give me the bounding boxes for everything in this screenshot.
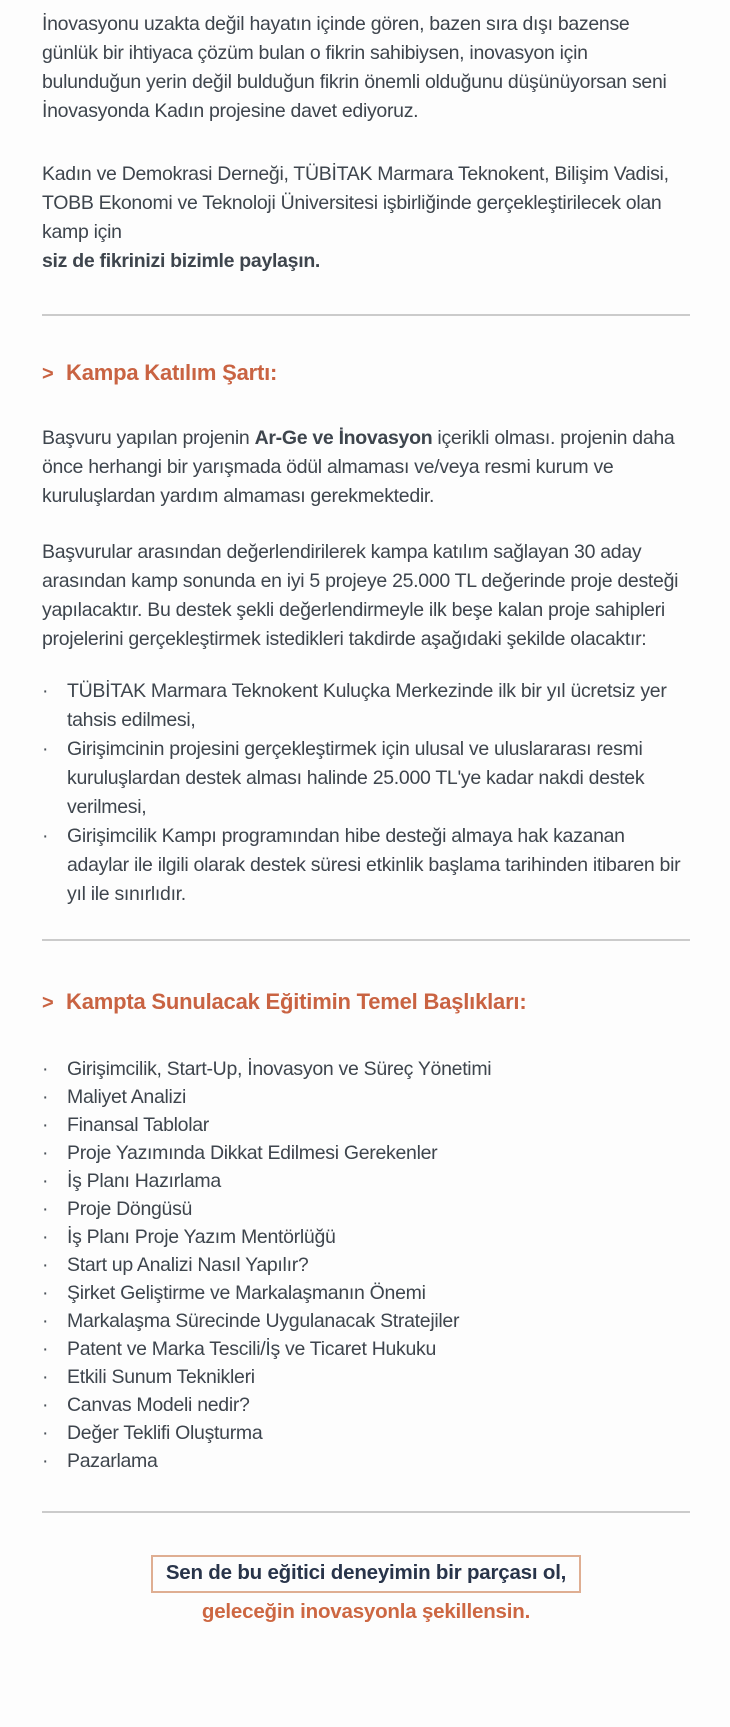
intro-paragraph: İnovasyonu uzakta değil hayatın içinde gören, bazen sıra dışı bazense günlük bir ihtiyaca çözüm bulan o fikrin sahibiysen, inovasyon için bulunduğun yerin değil bulduğun fikrin önemli olduğunu düşünüyorsan seni İnovasyonda Kadın projesine davet ediyoruz. [42, 13, 667, 122]
divider [42, 314, 690, 316]
bullet-icon: · [42, 738, 49, 760]
divider [42, 1511, 690, 1513]
bullet-icon: · [42, 1114, 49, 1136]
cta-tagline: geleceğin inovasyonla şekillensin. [201, 1600, 531, 1623]
list-item-label: Proje Döngüsü [67, 1198, 193, 1220]
list-item [42, 1055, 690, 1083]
cta-box: Sen de bu eğitici deneyimin bir parçası ol, [151, 1555, 581, 1593]
bullet-icon: · [42, 1450, 49, 1472]
requirement-prefix: Başvuru yapılan projenin [42, 427, 255, 449]
bullet-icon: · [42, 825, 49, 847]
list-item-label: Markalaşma Sürecinde Uygulanacak Stratejiler [67, 1310, 460, 1332]
bullet-icon: · [42, 1422, 49, 1444]
support-list [42, 677, 690, 909]
bullet-icon: · [42, 1170, 49, 1192]
list-item [42, 1223, 690, 1251]
list-item-label: Pazarlama [67, 1450, 158, 1472]
list-item [42, 1251, 690, 1279]
participation-requirement-paragraph [42, 424, 690, 511]
chevron-right-icon: > [42, 992, 54, 1014]
bullet-icon: · [42, 1366, 49, 1388]
list-item-label: Girişimcilik, Start-Up, İnovasyon ve Süreç Yönetimi [67, 1058, 492, 1080]
list-item [42, 1111, 690, 1139]
list-item-label: Canvas Modeli nedir? [67, 1394, 250, 1416]
arge-inovasyon-bold-text: Ar-Ge ve İnovasyon [254, 427, 433, 449]
list-item [42, 1167, 690, 1195]
bullet-icon: · [42, 1394, 49, 1416]
list-item [42, 1335, 690, 1363]
divider [42, 939, 690, 941]
list-item [42, 1391, 690, 1419]
requirement-suffix: içerikli olması. projenin daha önce herhangi bir yarışmada ödül almaması ve/veya resmi kurum ve kuruluşlardan yardım almaması gerekmektedir. [42, 427, 675, 507]
partners-paragraph [42, 160, 690, 276]
bullet-icon: · [42, 1282, 49, 1304]
list-item-label: Etkili Sunum Teknikleri [67, 1366, 255, 1388]
list-item [42, 1307, 690, 1335]
cta-section [42, 1555, 690, 1624]
partners-text: Kadın ve Demokrasi Derneği, TÜBİTAK Marmara Teknokent, Bilişim Vadisi, TOBB Ekonomi ve Teknoloji Üniversitesi işbirliğinde gerçekleştirilecek olan kamp için [42, 163, 669, 243]
bullet-icon: · [42, 1142, 49, 1164]
list-item-label: Maliyet Analizi [67, 1086, 187, 1108]
list-item-label: Proje Yazımında Dikkat Edilmesi Gerekenler [67, 1142, 438, 1164]
bullet-icon: · [42, 1086, 49, 1108]
list-item [42, 677, 690, 735]
bullet-icon: · [42, 1198, 49, 1220]
list-item-label: Start up Analizi Nasıl Yapılır? [67, 1254, 309, 1276]
education-heading-label: Kampta Sunulacak Eğitimin Temel Başlıkları: [66, 989, 527, 1014]
list-item [42, 1419, 690, 1447]
bullet-icon: · [42, 680, 49, 702]
bullet-icon: · [42, 1254, 49, 1276]
list-item [42, 735, 690, 822]
list-item-label: Girişimcinin projesini gerçekleştirmek için ulusal ve uluslararası resmi kuruluşlardan destek alması halinde 25.000 TL'ye kadar nakdi destek verilmesi, [67, 738, 645, 818]
list-item [42, 1363, 690, 1391]
chevron-right-icon: > [42, 363, 54, 385]
list-item-label: Girişimcilik Kampı programından hibe desteği almaya hak kazanan adaylar ile ilgili olarak destek süresi etkinlik başlama tarihinden itibaren bir yıl ile sınırlıdır. [67, 825, 681, 905]
list-item [42, 822, 690, 909]
education-topics-list [42, 1055, 690, 1475]
support-description-paragraph: Başvurular arasından değerlendirilerek kampa katılım sağlayan 30 aday arasından kamp sonunda en iyi 5 projeye 25.000 TL değerinde proje desteği yapılacaktır. Bu destek şekli değerlendirmeyle ilk beşe kalan proje sahipleri projelerini gerçekleştirmek istedikleri takdirde aşağıdaki şekilde olacaktır: [42, 541, 679, 650]
bullet-icon: · [42, 1058, 49, 1080]
education-section-heading [42, 989, 690, 1015]
participation-heading-label: Kampa Katılım Şartı: [66, 360, 278, 385]
list-item-label: TÜBİTAK Marmara Teknokent Kuluçka Merkezinde ilk bir yıl ücretsiz yer tahsis edilmesi, [67, 680, 667, 731]
list-item-label: İş Planı Hazırlama [67, 1170, 221, 1192]
participation-section-heading [42, 360, 690, 386]
list-item-label: Değer Teklifi Oluşturma [67, 1422, 263, 1444]
list-item-label: Patent ve Marka Tescili/İş ve Ticaret Hukuku [67, 1338, 437, 1360]
list-item [42, 1279, 690, 1307]
list-item-label: Şirket Geliştirme ve Markalaşmanın Önemi [67, 1282, 426, 1304]
bullet-icon: · [42, 1338, 49, 1360]
list-item [42, 1447, 690, 1475]
share-idea-bold-text: siz de fikrinizi bizimle paylaşın. [42, 250, 321, 272]
list-item [42, 1083, 690, 1111]
list-item [42, 1139, 690, 1167]
bullet-icon: · [42, 1310, 49, 1332]
list-item-label: Finansal Tablolar [67, 1114, 209, 1136]
bullet-icon: · [42, 1226, 49, 1248]
list-item [42, 1195, 690, 1223]
list-item-label: İş Planı Proje Yazım Mentörlüğü [67, 1226, 336, 1248]
